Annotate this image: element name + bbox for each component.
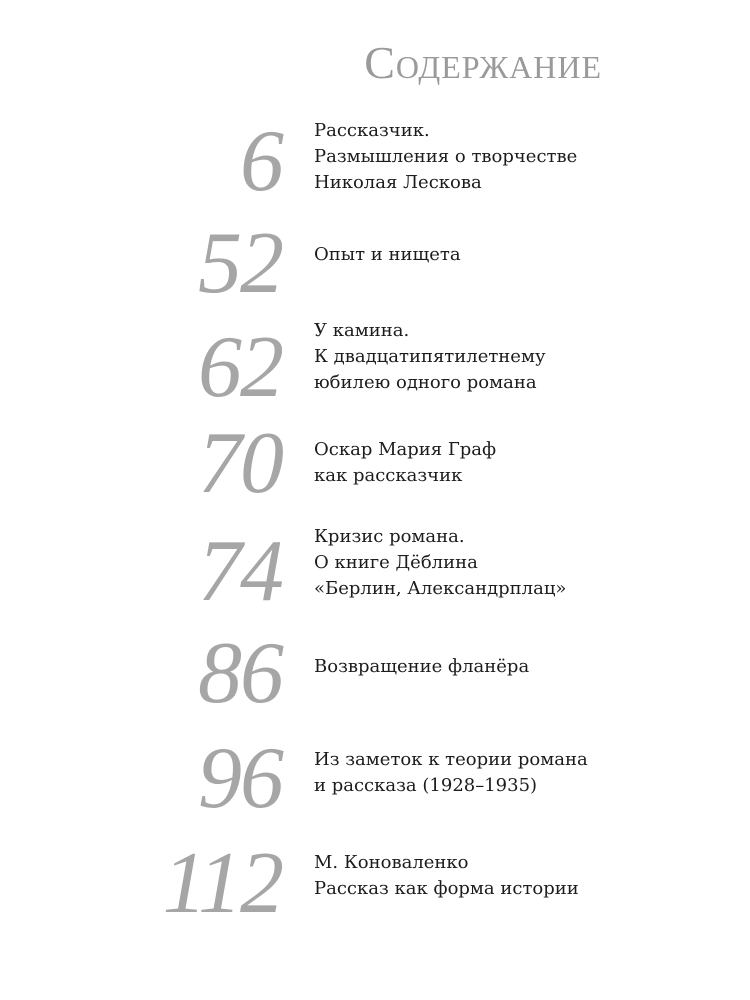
toc-page-number: 62 [198,319,282,416]
toc-title-line: Из заметок к теории романа [314,749,588,770]
toc-page-number: 74 [198,523,282,620]
toc-page-number: 70 [198,415,282,512]
toc-entry-title [314,850,734,902]
toc-title-line: К двадцатипятилетнему [314,346,546,367]
page-title: Содержание [364,37,602,88]
toc-title-line: как рассказчик [314,465,463,486]
toc-page-number: 112 [162,835,282,932]
toc-entry-title [314,118,734,196]
toc-entry-title [314,654,734,680]
toc-title-line: Рассказ как форма истории [314,878,579,899]
toc-page-number: 6 [240,113,282,210]
toc-title-line: и рассказа (1928–1935) [314,775,538,796]
toc-entry-title [314,437,734,489]
toc-title-line: Размышления о творчестве [314,146,578,167]
toc-entry-title [314,524,734,602]
toc-page-number: 96 [198,730,282,827]
toc-title-line: О книге Дёблина [314,552,478,573]
toc-entry-title [314,318,734,396]
toc-title-line: Возвращение фланёра [314,656,530,677]
toc-title-line: Кризис романа. [314,526,465,547]
toc-page-number: 86 [198,625,282,722]
toc-title-line: У камина. [314,320,410,341]
toc-title-line: «Берлин, Александрплац» [314,578,567,599]
toc-title-line: Рассказчик. [314,120,430,141]
toc-title-line: юбилею одного романа [314,372,537,393]
toc-page-number: 52 [198,215,282,312]
toc-title-line: Николая Лескова [314,172,482,193]
toc-title-line: Опыт и нищета [314,244,461,265]
toc-entry-title [314,747,734,799]
toc-entry-title [314,242,734,268]
toc-title-line: М. Коноваленко [314,852,469,873]
toc-title-line: Оскар Мария Граф [314,439,497,460]
